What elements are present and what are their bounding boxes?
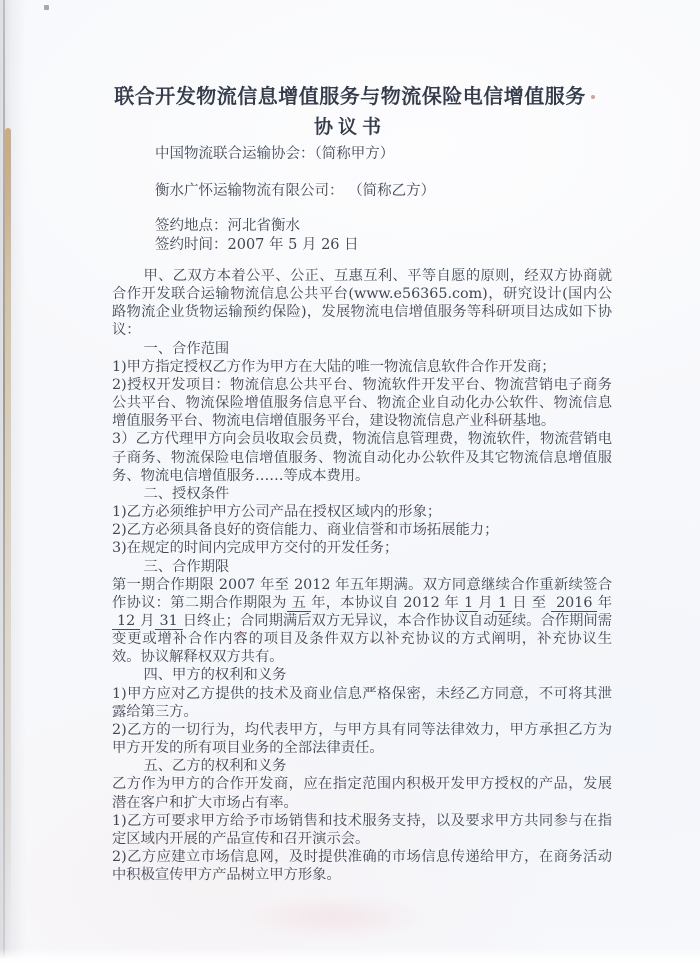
party-b-line: 衡水广怀运输物流有限公司： （简称乙方） xyxy=(155,183,436,199)
signing-date-line: 签约时间：2007 年 5 月 26 日 xyxy=(155,237,359,253)
document-title: 联合开发物流信息增值服务与物流保险电信增值服务 xyxy=(114,84,586,108)
term-text: 第一期合作期限 2007 年至 2012 年五年期满。双方同意继续合作重新续签合作协议：第二期合作期限为 xyxy=(112,576,612,611)
term-text: 月 xyxy=(478,594,493,611)
term-text: 日终止；合同期满后双方无异议，本合作协议自动延续。合作期间需变更或增补合作内容的项目及条件双方以补充协议的方式阐明，补充协议生效。协议解释权双方共有。 xyxy=(112,612,613,666)
section2-item2: 2)乙方必须具备良好的资信能力、商业信誉和市场拓展能力； xyxy=(112,522,499,539)
section2-item3: 3)在规定的时间内完成甲方交付的开发任务； xyxy=(112,540,399,557)
term-blank-start-day: 1 xyxy=(493,595,512,612)
section1-item1: 1)甲方指定授权乙方作为甲方在大陆的唯一物流信息软件合作开发商； xyxy=(112,358,556,375)
term-blank-end-month: 12 xyxy=(112,613,140,630)
section5-item2: 2)乙方应建立市场信息网，及时提供准确的市场信息传递给甲方，在商务活动中积极宣传甲方产品树立甲方形象。 xyxy=(112,849,612,884)
section2-item1: 1)乙方必须维护甲方公司产品在授权区域内的形象； xyxy=(112,504,442,521)
section4-item1: 1)甲方应对乙方提供的技术及商业信息严格保密，未经乙方同意，不可将其泄露给第三方。 xyxy=(112,685,612,720)
term-text: 月 xyxy=(140,612,155,629)
term-blank-start-month: 1 xyxy=(459,595,478,612)
section1-item3: 3）乙方代理甲方向会员收取会员费，物流信息管理费，物流软件，物流营销电子商务、物流保险电信增值服务、物流自动化办公软件及其它物流信息增值服务、物流电信增值服务……等成本费用。 xyxy=(112,431,612,484)
section1-item2: 2)授权开发项目：物流信息公共平台、物流软件开发平台、物流营销电子商务公共平台、物流保险增值服务信息平台、物流企业自动化办公软件、物流信息增值服务平台、物流电信增值服务平台，建设物流信息产业科研基地。 xyxy=(112,376,612,430)
section3-heading: 三、合作期限 xyxy=(143,558,230,575)
intro-paragraph: 甲、乙双方本着公平、公正、互惠互利、平等自愿的原则，经双方协商就合作开发联合运输物流信息公共平台(www.e56365.com)，研究设计(国内公路物流企业货物运输预约保险)，发展物流电信增值服务等科研项目达成如下协议： xyxy=(112,268,612,339)
section3-term-paragraph xyxy=(112,576,612,667)
document-subtitle: 协议书 xyxy=(313,116,386,138)
term-blank-end-day: 31 xyxy=(155,613,183,630)
section5-lead: 乙方作为甲方的合作开发商，应在指定范围内积极开发甲方授权的产品，发展潜在客户和扩大市场占有率。 xyxy=(112,776,612,811)
agreement-body xyxy=(112,267,612,884)
signing-place-line: 签约地点：河北省衡水 xyxy=(155,218,300,234)
term-blank-end-year: 2016 xyxy=(551,595,597,612)
section4-item2: 2)乙方的一切行为，均代表甲方，与甲方具有同等法律效力，甲方承担乙方为甲方开发的所有项目业务的全部法律责任。 xyxy=(112,721,612,757)
section4-heading: 四、甲方的权利和义务 xyxy=(143,667,287,684)
term-text: 日 至 xyxy=(512,594,552,611)
section5-heading: 五、乙方的权利和义务 xyxy=(143,758,287,775)
section2-heading: 二、授权条件 xyxy=(143,485,230,502)
section5-item1: 1)乙方可要求甲方给予市场销售和技术服务支持，以及要求甲方共同参与在指定区域内开展的产品宣传和召开演示会。 xyxy=(112,812,612,847)
term-text: 年 xyxy=(597,594,613,611)
section1-heading: 一、合作范围 xyxy=(143,340,230,357)
term-text: 年，本协议自 2012 年 xyxy=(311,594,460,611)
term-blank-years: 五 xyxy=(287,595,312,612)
party-a-line: 中国物流联合运输协会：（简称甲方） xyxy=(155,146,395,162)
